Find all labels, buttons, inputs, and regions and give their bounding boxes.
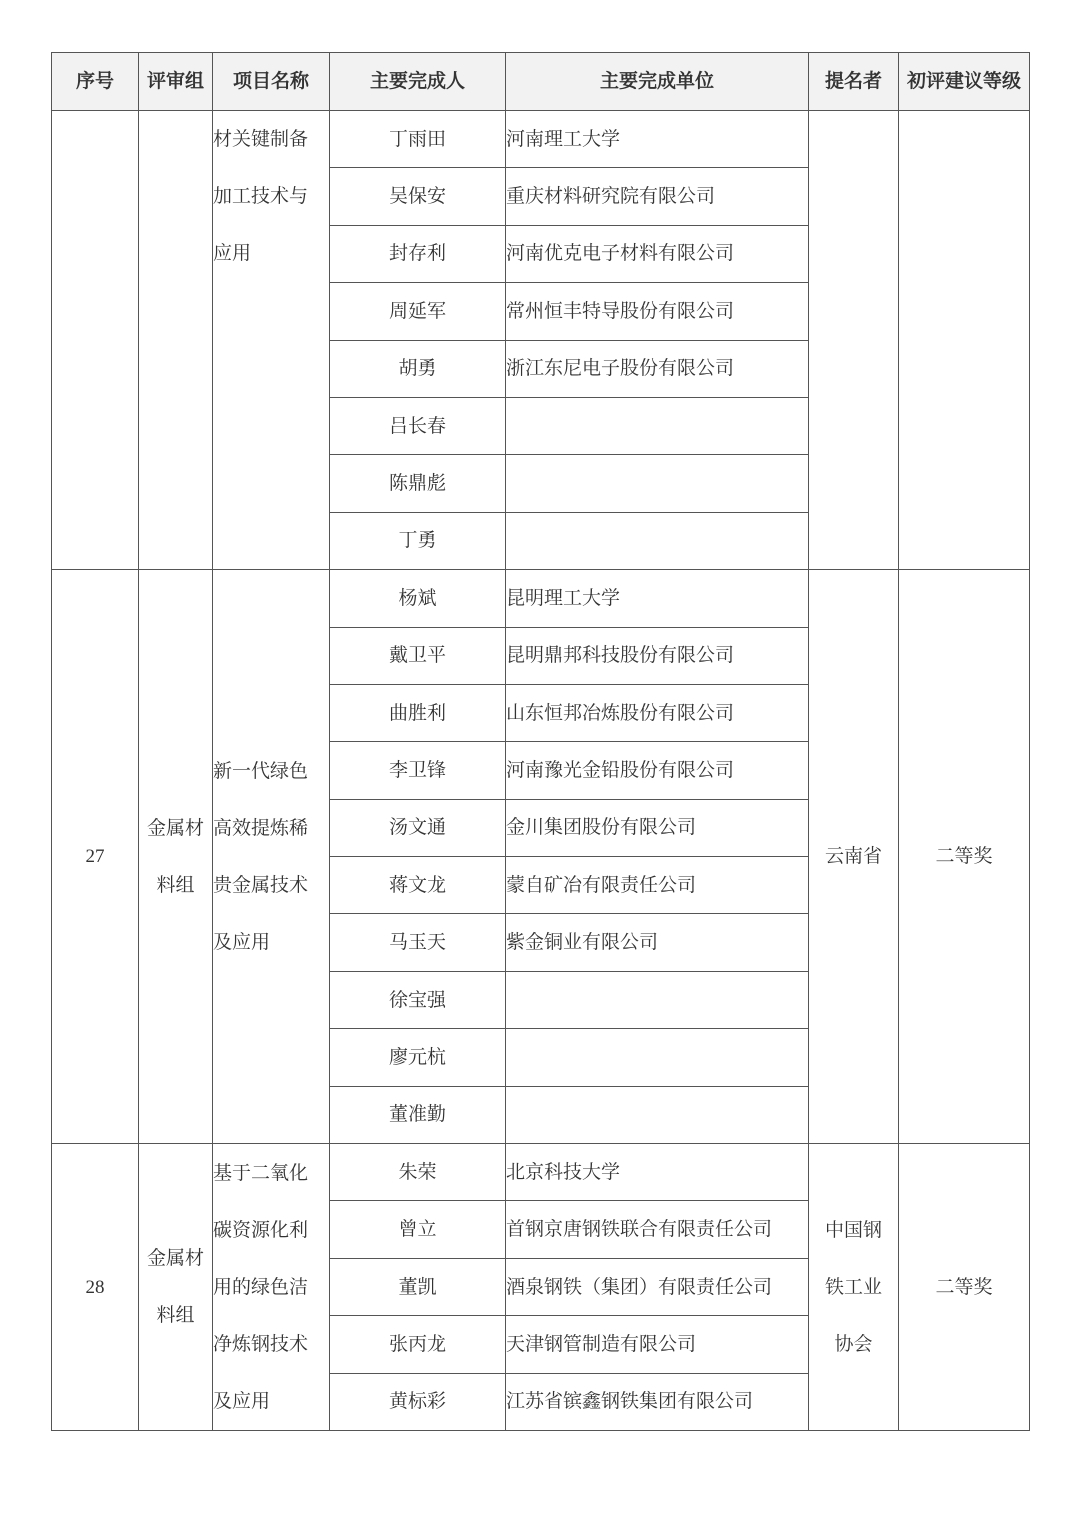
award-table [51, 52, 1030, 1431]
org-cell: 浙江东尼电子股份有限公司 [506, 340, 809, 397]
project-line: 碳资源化利 [213, 1218, 309, 1241]
seq-cell [52, 111, 139, 570]
project-line: 加工技术与 [213, 185, 309, 207]
person-cell: 丁雨田 [330, 111, 506, 168]
level-cell [899, 111, 1030, 570]
person-cell: 封存利 [330, 225, 506, 282]
header-org: 主要完成单位 [506, 53, 809, 111]
person-cell: 吴保安 [330, 168, 506, 225]
person-cell: 陈鼎彪 [330, 455, 506, 512]
org-cell: 昆明理工大学 [506, 570, 809, 627]
header-person: 主要完成人 [330, 53, 506, 111]
person-cell: 张丙龙 [330, 1316, 506, 1373]
table-row [52, 1144, 1030, 1201]
project-line: 贵金属技术 [213, 873, 309, 896]
group-cell [139, 1144, 213, 1431]
seq-cell: 27 [52, 570, 139, 1144]
table-body [52, 111, 1030, 1431]
org-cell: 江苏省镔鑫钢铁集团有限公司 [506, 1373, 809, 1430]
group-line: 金属材 [146, 816, 204, 839]
org-cell [506, 1086, 809, 1143]
org-cell: 河南豫光金铅股份有限公司 [506, 742, 809, 799]
person-cell: 李卫锋 [330, 742, 506, 799]
nominator-cell [809, 1144, 899, 1431]
header-project: 项目名称 [213, 53, 330, 111]
project-line: 新一代绿色 [213, 759, 309, 782]
nominator-line: 铁工业 [824, 1275, 882, 1298]
org-cell: 北京科技大学 [506, 1144, 809, 1201]
org-cell: 昆明鼎邦科技股份有限公司 [506, 627, 809, 684]
person-cell: 吕长春 [330, 397, 506, 454]
nominator-line: 云南省 [824, 845, 882, 868]
org-cell: 河南优克电子材料有限公司 [506, 225, 809, 282]
org-cell: 紫金铜业有限公司 [506, 914, 809, 971]
project-cell [213, 111, 330, 570]
nominator-line: 协会 [834, 1332, 873, 1355]
person-cell: 周延军 [330, 283, 506, 340]
header-level: 初评建议等级 [899, 53, 1030, 111]
level-cell: 二等奖 [899, 1144, 1030, 1431]
org-cell: 山东恒邦冶炼股份有限公司 [506, 684, 809, 741]
nominator-cell [809, 111, 899, 570]
person-cell: 董准勤 [330, 1086, 506, 1143]
project-line: 应用 [213, 242, 252, 264]
org-cell [506, 971, 809, 1028]
header-group: 评审组 [139, 53, 213, 111]
org-cell [506, 397, 809, 454]
org-cell: 天津钢管制造有限公司 [506, 1316, 809, 1373]
header-nominator: 提名者 [809, 53, 899, 111]
person-cell: 廖元杭 [330, 1029, 506, 1086]
project-line: 基于二氧化 [213, 1161, 309, 1184]
org-cell: 蒙自矿冶有限责任公司 [506, 857, 809, 914]
project-line: 高效提炼稀 [213, 816, 309, 839]
table-row [52, 111, 1030, 168]
person-cell: 曲胜利 [330, 684, 506, 741]
nominator-line: 中国钢 [824, 1218, 882, 1241]
header-seq: 序号 [52, 53, 139, 111]
group-line: 料组 [156, 1304, 195, 1326]
org-cell: 金川集团股份有限公司 [506, 799, 809, 856]
person-cell: 胡勇 [330, 340, 506, 397]
person-cell: 戴卫平 [330, 627, 506, 684]
org-cell: 酒泉钢铁（集团）有限责任公司 [506, 1258, 809, 1315]
project-cell [213, 1144, 330, 1431]
table-row [52, 570, 1030, 627]
header-row [52, 53, 1030, 111]
person-cell: 董凯 [330, 1258, 506, 1315]
project-line: 用的绿色洁 [213, 1275, 309, 1298]
nominator-cell [809, 570, 899, 1144]
org-cell: 首钢京唐钢铁联合有限责任公司 [506, 1201, 809, 1258]
group-line: 金属材 [146, 1247, 204, 1269]
org-cell [506, 1029, 809, 1086]
person-cell: 黄标彩 [330, 1373, 506, 1430]
group-cell [139, 111, 213, 570]
org-cell: 重庆材料研究院有限公司 [506, 168, 809, 225]
org-cell [506, 455, 809, 512]
level-cell: 二等奖 [899, 570, 1030, 1144]
person-cell: 丁勇 [330, 512, 506, 569]
project-line: 及应用 [213, 930, 271, 953]
project-line: 及应用 [213, 1389, 271, 1412]
project-line: 净炼钢技术 [213, 1332, 309, 1355]
person-cell: 徐宝强 [330, 971, 506, 1028]
project-cell [213, 570, 330, 1144]
person-cell: 蒋文龙 [330, 857, 506, 914]
org-cell: 河南理工大学 [506, 111, 809, 168]
person-cell: 汤文通 [330, 799, 506, 856]
group-cell [139, 570, 213, 1144]
seq-cell: 28 [52, 1144, 139, 1431]
person-cell: 曾立 [330, 1201, 506, 1258]
org-cell: 常州恒丰特导股份有限公司 [506, 283, 809, 340]
org-cell [506, 512, 809, 569]
person-cell: 马玉天 [330, 914, 506, 971]
person-cell: 朱荣 [330, 1144, 506, 1201]
project-line: 材关键制备 [213, 128, 309, 150]
person-cell: 杨斌 [330, 570, 506, 627]
group-line: 料组 [156, 873, 195, 896]
